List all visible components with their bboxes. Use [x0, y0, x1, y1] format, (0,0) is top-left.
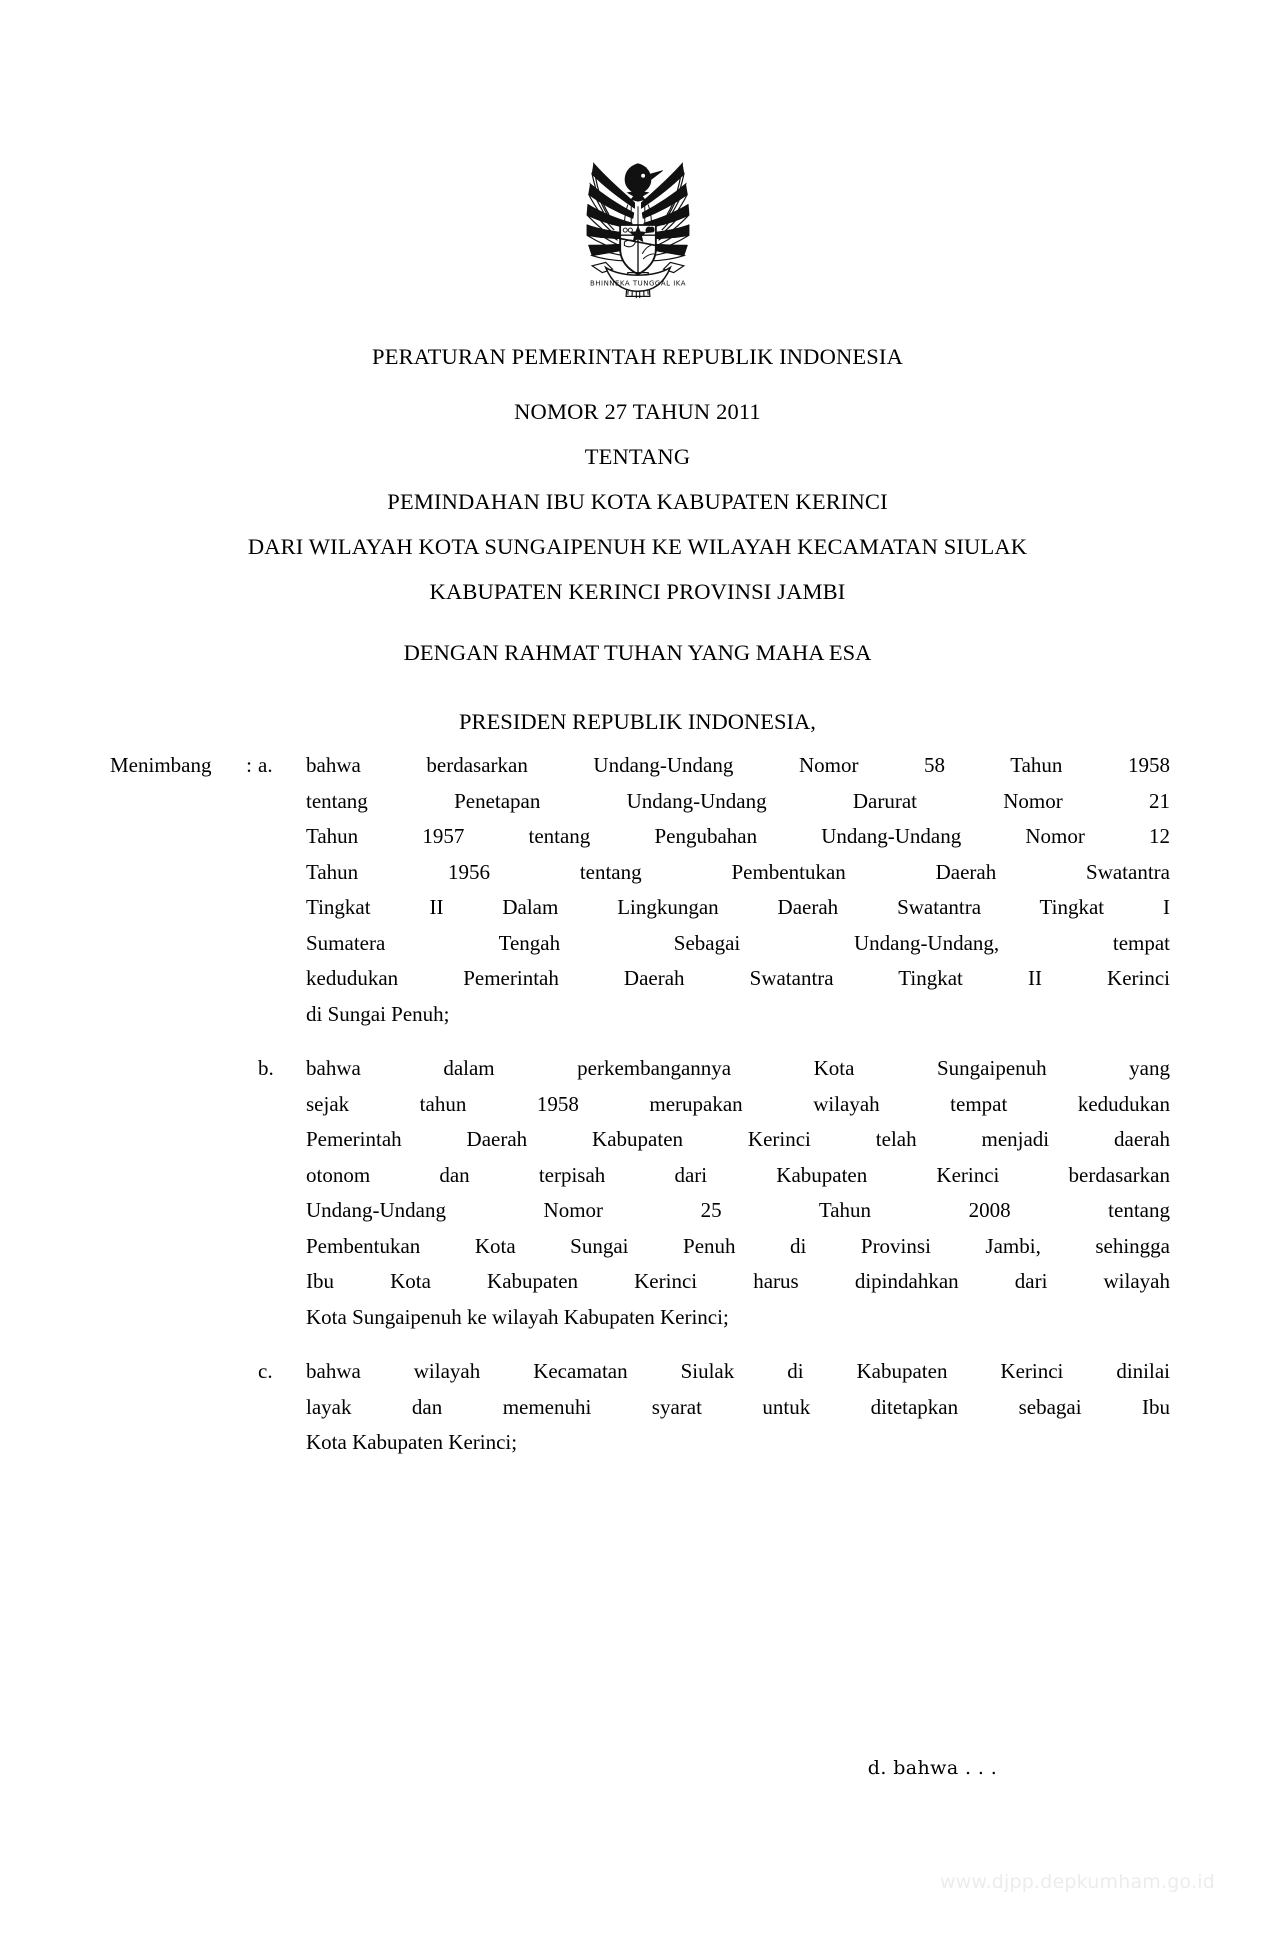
- clause-letter-b: b.: [258, 1056, 274, 1080]
- clause-b-line-1: bahwa dalam perkembangannya Kota Sungaipenuh yang: [306, 1056, 1170, 1080]
- site-watermark: www.djpp.depkumham.go.id: [940, 1871, 1215, 1893]
- title-spacer: [0, 379, 1275, 389]
- title-line-subject-3: KABUPATEN KERINCI PROVINSI JAMBI: [429, 579, 846, 604]
- clause-c-line-1: bahwa wilayah Kecamatan Siulak di Kabupaten Kerinci dinilai: [306, 1359, 1170, 1383]
- title-line-subject-2: DARI WILAYAH KOTA SUNGAIPENUH KE WILAYAH KECAMATAN SIULAK: [247, 534, 1028, 559]
- clause-a-line-1: bahwa berdasarkan Undang-Undang Nomor 58 Tahun 1958: [306, 753, 1170, 777]
- clause-text-b: [306, 1051, 1170, 1335]
- invocation-block: [0, 630, 1275, 744]
- document-title-block: [0, 334, 1275, 614]
- clause-a-line-7: kedudukan Pemerintah Daerah Swatantra Tingkat II Kerinci: [306, 966, 1170, 990]
- clause-b-line-5: Undang-Undang Nomor 25 Tahun 2008 tentang: [306, 1198, 1170, 1222]
- clause-a-line-6: Sumatera Tengah Sebagai Undang-Undang, tempat: [306, 930, 1170, 955]
- menimbang-colon: :: [246, 753, 252, 777]
- clause-c-line-2: layak dan memenuhi syarat untuk ditetapkan sebagai Ibu: [306, 1394, 1170, 1419]
- title-line-regulation: PERATURAN PEMERINTAH REPUBLIK INDONESIA: [372, 344, 903, 369]
- clause-a-line-5: Tingkat II Dalam Lingkungan Daerah Swatantra Tingkat I: [306, 895, 1170, 919]
- clause-b-line-6: Pembentukan Kota Sungai Penuh di Provinsi Jambi, sehingga: [306, 1233, 1170, 1258]
- clause-a-line-4: Tahun 1956 tentang Pembentukan Daerah Swatantra: [306, 859, 1170, 884]
- clause-a-line-8: di Sungai Penuh;: [306, 1001, 450, 1026]
- clause-b-line-7: Ibu Kota Kabupaten Kerinci harus dipindahkan dari wilayah: [306, 1269, 1170, 1293]
- title-line-about: TENTANG: [584, 444, 691, 469]
- title-line-number: NOMOR 27 TAHUN 2011: [514, 399, 761, 424]
- clause-a-line-2: tentang Penetapan Undang-Undang Darurat Nomor 21: [306, 788, 1170, 813]
- invocation-spacer: [0, 675, 1275, 699]
- clause-letter-c: c.: [258, 1359, 273, 1383]
- clause-b-line-8: Kota Sungaipenuh ke wilayah Kabupaten Kerinci;: [306, 1304, 729, 1329]
- title-line-subject-1: PEMINDAHAN IBU KOTA KABUPATEN KERINCI: [387, 489, 888, 514]
- clause-letter-a: a.: [258, 753, 273, 777]
- clause-text-a: [306, 748, 1170, 1032]
- clause-text-c: [306, 1354, 1170, 1461]
- clause-b-line-2: sejak tahun 1958 merupakan wilayah tempat kedudukan: [306, 1091, 1170, 1116]
- menimbang-label-cell: [110, 748, 258, 784]
- clause-b-line-4: otonom dan terpisah dari Kabupaten Kerinci berdasarkan: [306, 1162, 1170, 1187]
- menimbang-label: Menimbang: [110, 753, 212, 777]
- authority-line: PRESIDEN REPUBLIK INDONESIA,: [459, 709, 816, 734]
- emblem-container: [0, 140, 1275, 310]
- clause-a-line-3: Tahun 1957 tentang Pengubahan Undang-Undang Nomor 12: [306, 824, 1170, 848]
- blessing-line: DENGAN RAHMAT TUHAN YANG MAHA ESA: [403, 640, 872, 665]
- garuda-pancasila-emblem: [553, 140, 723, 310]
- consideration-item-a: [110, 748, 1170, 1032]
- page-catchword: d. bahwa . . .: [867, 1757, 998, 1779]
- svg-text:BHINNEKA TUNGGAL IKA: BHINNEKA TUNGGAL IKA: [589, 279, 686, 288]
- consideration-item-b: [110, 1051, 1170, 1335]
- clause-c-line-3: Kota Kabupaten Kerinci;: [306, 1430, 518, 1454]
- consideration-item-c: [110, 1354, 1170, 1461]
- clause-b-line-3: Pemerintah Daerah Kabupaten Kerinci telah menjadi daerah: [306, 1127, 1170, 1151]
- considerations-block: [110, 748, 1170, 1461]
